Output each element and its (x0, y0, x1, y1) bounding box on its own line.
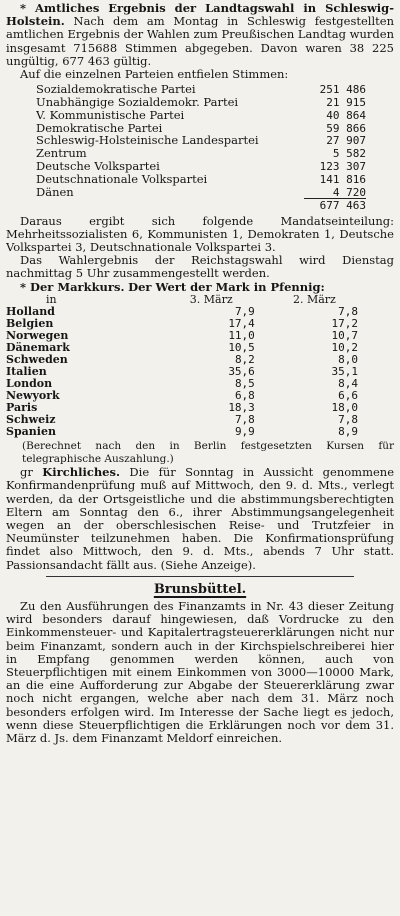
kirchliches-headline: Kirchliches. (42, 465, 120, 480)
mandate-paragraph: Daraus ergibt sich folgende Mandatseinteilung: Mehrheitssozialisten 6, Kommunisten 1, Demokraten 1, Deutsche Volkspartei 3, Deutschnationale Volkspartei 3. (6, 213, 394, 254)
party-row: Demokratische Partei 59 866 (36, 121, 366, 135)
election-article (6, 2, 394, 281)
kirchliches-text: Die für Sonntag in Aussicht genommene Konfirmandenprüfung muß auf Mittwoch, den 9. d. Mts., verlegt werden, da der Ortsgeistliche und die abstimmungsberechtigten Eltern am Sonntag den 6., ihrer Abstimmungsangelegenheit wegen an der oberschlesischen Reise- und Trutzfeier in Neumünster teilzunehmen haben. Die Konfirmationsprüfung findet also Mittwoch, den 9. d. Mts., abends 7 Uhr statt. Passionsandacht fällt aus. (Siehe Anzeige). (6, 465, 394, 572)
markkurs-note: (Berechnet nach den in Berlin festgesetzten Kursen für telegraphische Auszahlung.) (22, 439, 394, 466)
brunsbuettel-article (6, 583, 394, 745)
party-row: Zentrum 5 582 (36, 147, 366, 161)
table-row: Schweden 8,2 8,0 (6, 352, 358, 366)
party-row: V. Kommunistische Partei 40 864 (36, 108, 366, 122)
table-row: Belgien 17,4 17,2 (6, 316, 358, 330)
table-row: Spanien 9,9 8,9 (6, 424, 358, 438)
party-row: Unabhängige Sozialdemokr. Partei 21 915 (36, 96, 366, 110)
party-row: Dänen 4 720 (36, 185, 366, 199)
table-header-row (6, 294, 366, 306)
election-parties-intro: Auf die einzelnen Parteien entfielen Stimmen: (20, 67, 289, 82)
party-row: Deutsche Volkspartei 123 307 (36, 160, 366, 173)
election-intro-paragraph (6, 2, 394, 68)
markkurs-intro-text: Der Wert der Mark in Pfennig: (128, 279, 325, 294)
col-date1-header: 3. März (189, 292, 233, 306)
total-votes: 677 463 (319, 199, 366, 213)
kirchliches-article (6, 466, 394, 572)
table-row: London 8,5 8,4 (6, 376, 358, 390)
table-row: Newyork 6,8 6,6 (6, 388, 358, 402)
kirchliches-paragraph (6, 466, 394, 572)
kirchliches-prefix: gr (20, 465, 33, 480)
markkurs-intro (6, 281, 394, 294)
table-row: Paris 18,3 18,0 (6, 400, 358, 414)
table-row: Schweiz 7,8 7,8 (6, 412, 358, 426)
exchange-rate-table (6, 294, 366, 438)
table-row: Norwegen 11,0 10,7 (6, 328, 358, 342)
party-votes-list (36, 83, 366, 212)
col-date2-header: 2. März (292, 292, 336, 306)
election-headline: * Amtliches Ergebnis der Landtagswahl in Schleswig-Holstein. (6, 1, 394, 29)
table-row: Dänemark 10,5 10,2 (6, 340, 358, 354)
markkurs-headline: * Der Markkurs. (20, 279, 125, 294)
section-divider (46, 576, 354, 577)
reichstag-paragraph: Das Wahlergebnis der Reichstagswahl wird Dienstag nachmittag 5 Uhr zusammengestellt werden. (6, 253, 394, 281)
party-row: Schleswig-Holsteinische Landespartei 27 907 (36, 134, 366, 148)
party-row: Sozialdemokratische Partei 251 486 (36, 83, 366, 97)
party-row: Deutschnationale Volkspartei 141 816 (36, 172, 366, 186)
brunsbuettel-heading: Brunsbüttel. (153, 581, 247, 597)
table-row: Italien 35,6 35,1 (6, 364, 358, 378)
col-in-header: in (46, 292, 57, 306)
table-row: Holland 7,9 7,8 (6, 304, 358, 318)
markkurs-article (6, 281, 394, 467)
brunsbuettel-paragraph: Zu den Ausführungen des Finanzamts in Nr. 43 dieser Zeitung wird besonders darauf hingewiesen, daß Vordrucke zu den Einkommensteuer- und Kapitalertragsteuererklärungen nicht nur beim Finanzamt, sondern auch in der Kirchspielschreiberei hier in Empfang genommen werden können, auch von Steuerpflichtigen mit einem Einkommen von 3000—10000 Mark, an die eine Aufforderung zur Abgabe der Steuererklärung zwar noch nicht ergangen, welche aber nach dem 31. März noch besonders erfolgen wird. Im Interesse der Sache liegt es jedoch, wenn diese Steuerpflichtigen die Erklärungen noch vor dem 31. März d. Js. dem Finanzamt Meldorf einreichen. (6, 599, 394, 746)
election-text: Nach dem am Montag in Schleswig festgestellten amtlichen Ergebnis der Wahlen zum Preußischen Landtag wurden insgesamt 715688 Stimmen abgegeben. Davon waren 38 225 ungültig, 677 463 gültig. (6, 14, 394, 68)
